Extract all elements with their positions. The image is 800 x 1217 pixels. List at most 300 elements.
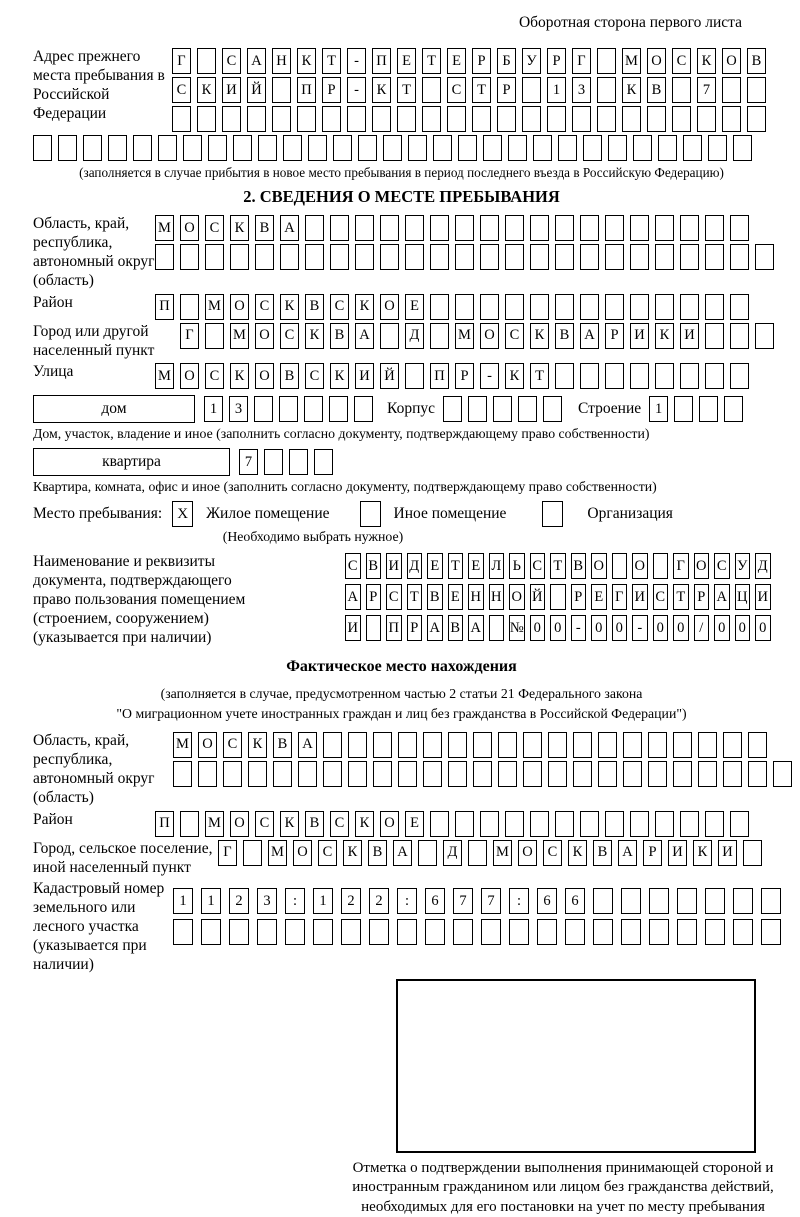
char-cell[interactable] xyxy=(655,244,674,270)
char-cell[interactable] xyxy=(723,761,742,787)
char-cell[interactable]: С xyxy=(330,811,349,837)
char-cell[interactable] xyxy=(509,919,529,945)
char-cell[interactable] xyxy=(705,215,724,241)
char-cell[interactable] xyxy=(555,244,574,270)
char-cell[interactable] xyxy=(201,919,221,945)
char-cell[interactable] xyxy=(508,135,527,161)
char-cell[interactable]: 3 xyxy=(257,888,277,914)
char-cell[interactable]: К xyxy=(280,294,299,320)
char-cell[interactable] xyxy=(730,323,749,349)
char-cell[interactable]: М xyxy=(230,323,249,349)
char-cell[interactable] xyxy=(747,77,766,103)
char-cell[interactable] xyxy=(373,732,392,758)
char-cell[interactable] xyxy=(497,106,516,132)
char-cell[interactable] xyxy=(698,732,717,758)
char-cell[interactable]: 3 xyxy=(229,396,248,422)
char-cell[interactable]: К xyxy=(530,323,549,349)
char-cell[interactable]: В xyxy=(330,323,349,349)
char-cell[interactable]: В xyxy=(747,48,766,74)
char-cell[interactable] xyxy=(304,396,323,422)
char-cell[interactable]: - xyxy=(571,615,587,641)
char-cell[interactable] xyxy=(305,215,324,241)
char-cell[interactable] xyxy=(397,919,417,945)
char-cell[interactable] xyxy=(548,732,567,758)
char-cell[interactable]: М xyxy=(622,48,641,74)
char-cell[interactable] xyxy=(472,106,491,132)
char-cell[interactable] xyxy=(530,811,549,837)
char-cell[interactable] xyxy=(273,761,292,787)
char-cell[interactable]: В xyxy=(280,363,299,389)
char-cell[interactable] xyxy=(673,761,692,787)
char-cell[interactable]: - xyxy=(632,615,648,641)
char-cell[interactable] xyxy=(673,732,692,758)
char-cell[interactable]: Н xyxy=(272,48,291,74)
char-cell[interactable]: К xyxy=(197,77,216,103)
char-cell[interactable]: С xyxy=(543,840,562,866)
char-cell[interactable]: / xyxy=(694,615,710,641)
char-cell[interactable]: Е xyxy=(397,48,416,74)
char-cell[interactable]: О xyxy=(255,323,274,349)
char-cell[interactable]: О xyxy=(293,840,312,866)
char-cell[interactable]: П xyxy=(372,48,391,74)
char-cell[interactable] xyxy=(473,761,492,787)
char-cell[interactable] xyxy=(647,106,666,132)
char-cell[interactable]: Р xyxy=(643,840,662,866)
char-cell[interactable] xyxy=(555,811,574,837)
char-cell[interactable]: И xyxy=(222,77,241,103)
char-cell[interactable] xyxy=(649,919,669,945)
char-cell[interactable]: Н xyxy=(468,584,484,610)
char-cell[interactable] xyxy=(630,811,649,837)
char-cell[interactable] xyxy=(648,761,667,787)
char-cell[interactable]: В xyxy=(593,840,612,866)
char-cell[interactable]: Т xyxy=(322,48,341,74)
char-cell[interactable] xyxy=(254,396,273,422)
char-cell[interactable] xyxy=(573,732,592,758)
char-cell[interactable]: 1 xyxy=(547,77,566,103)
char-cell[interactable]: Р xyxy=(547,48,566,74)
char-cell[interactable]: К xyxy=(693,840,712,866)
char-cell[interactable]: О xyxy=(480,323,499,349)
char-cell[interactable] xyxy=(347,106,366,132)
char-cell[interactable] xyxy=(630,363,649,389)
char-cell[interactable]: У xyxy=(522,48,541,74)
char-cell[interactable] xyxy=(605,244,624,270)
char-cell[interactable]: В xyxy=(305,811,324,837)
char-cell[interactable] xyxy=(483,135,502,161)
char-cell[interactable] xyxy=(550,584,566,610)
char-cell[interactable] xyxy=(313,919,333,945)
char-cell[interactable] xyxy=(655,215,674,241)
char-cell[interactable] xyxy=(530,294,549,320)
char-cell[interactable]: 0 xyxy=(550,615,566,641)
organization-checkbox[interactable] xyxy=(542,501,563,527)
char-cell[interactable] xyxy=(630,294,649,320)
char-cell[interactable]: К xyxy=(505,363,524,389)
char-cell[interactable]: Е xyxy=(405,811,424,837)
char-cell[interactable] xyxy=(183,135,202,161)
char-cell[interactable] xyxy=(198,761,217,787)
char-cell[interactable] xyxy=(408,135,427,161)
char-cell[interactable]: Й xyxy=(380,363,399,389)
char-cell[interactable]: К xyxy=(622,77,641,103)
char-cell[interactable]: 0 xyxy=(591,615,607,641)
char-cell[interactable] xyxy=(458,135,477,161)
char-cell[interactable] xyxy=(133,135,152,161)
char-cell[interactable]: Р xyxy=(407,615,423,641)
char-cell[interactable] xyxy=(383,135,402,161)
char-cell[interactable]: Р xyxy=(497,77,516,103)
char-cell[interactable]: К xyxy=(280,811,299,837)
char-cell[interactable]: С xyxy=(530,553,546,579)
char-cell[interactable]: 7 xyxy=(481,888,501,914)
char-cell[interactable] xyxy=(580,215,599,241)
char-cell[interactable] xyxy=(314,449,333,475)
char-cell[interactable] xyxy=(573,761,592,787)
char-cell[interactable] xyxy=(580,363,599,389)
char-cell[interactable]: С xyxy=(672,48,691,74)
char-cell[interactable] xyxy=(443,396,462,422)
char-cell[interactable]: И xyxy=(632,584,648,610)
char-cell[interactable] xyxy=(33,135,52,161)
char-cell[interactable] xyxy=(369,919,389,945)
char-cell[interactable] xyxy=(180,811,199,837)
char-cell[interactable] xyxy=(322,106,341,132)
char-cell[interactable] xyxy=(468,396,487,422)
char-cell[interactable]: У xyxy=(735,553,751,579)
char-cell[interactable] xyxy=(597,77,616,103)
char-cell[interactable] xyxy=(730,215,749,241)
char-cell[interactable]: М xyxy=(268,840,287,866)
char-cell[interactable] xyxy=(743,840,762,866)
char-cell[interactable]: Т xyxy=(472,77,491,103)
char-cell[interactable] xyxy=(705,363,724,389)
char-cell[interactable] xyxy=(748,761,767,787)
char-cell[interactable] xyxy=(341,919,361,945)
char-cell[interactable]: 7 xyxy=(697,77,716,103)
char-cell[interactable]: А xyxy=(345,584,361,610)
char-cell[interactable] xyxy=(430,323,449,349)
char-cell[interactable]: С xyxy=(280,323,299,349)
char-cell[interactable] xyxy=(722,106,741,132)
char-cell[interactable] xyxy=(197,106,216,132)
char-cell[interactable] xyxy=(583,135,602,161)
char-cell[interactable]: А xyxy=(427,615,443,641)
char-cell[interactable]: № xyxy=(509,615,525,641)
char-cell[interactable]: 6 xyxy=(425,888,445,914)
char-cell[interactable] xyxy=(522,106,541,132)
char-cell[interactable]: К xyxy=(355,811,374,837)
char-cell[interactable] xyxy=(672,77,691,103)
char-cell[interactable] xyxy=(505,811,524,837)
char-cell[interactable] xyxy=(683,135,702,161)
char-cell[interactable]: М xyxy=(155,215,174,241)
char-cell[interactable] xyxy=(297,106,316,132)
char-cell[interactable]: К xyxy=(230,215,249,241)
char-cell[interactable]: С xyxy=(653,584,669,610)
char-cell[interactable] xyxy=(755,323,774,349)
char-cell[interactable] xyxy=(422,106,441,132)
char-cell[interactable]: Г xyxy=(180,323,199,349)
char-cell[interactable] xyxy=(433,135,452,161)
char-cell[interactable]: К xyxy=(297,48,316,74)
char-cell[interactable]: О xyxy=(591,553,607,579)
char-cell[interactable]: : xyxy=(397,888,417,914)
char-cell[interactable] xyxy=(173,761,192,787)
char-cell[interactable] xyxy=(598,761,617,787)
char-cell[interactable]: 2 xyxy=(229,888,249,914)
char-cell[interactable]: Г xyxy=(612,584,628,610)
char-cell[interactable] xyxy=(283,135,302,161)
char-cell[interactable]: А xyxy=(298,732,317,758)
char-cell[interactable] xyxy=(348,732,367,758)
char-cell[interactable] xyxy=(480,294,499,320)
char-cell[interactable]: Г xyxy=(673,553,689,579)
char-cell[interactable] xyxy=(289,449,308,475)
char-cell[interactable] xyxy=(680,294,699,320)
char-cell[interactable] xyxy=(633,135,652,161)
char-cell[interactable] xyxy=(572,106,591,132)
char-cell[interactable]: 1 xyxy=(649,396,668,422)
char-cell[interactable]: М xyxy=(173,732,192,758)
char-cell[interactable] xyxy=(548,761,567,787)
char-cell[interactable] xyxy=(308,135,327,161)
char-cell[interactable] xyxy=(158,135,177,161)
char-cell[interactable] xyxy=(248,761,267,787)
char-cell[interactable] xyxy=(257,919,277,945)
char-cell[interactable]: К xyxy=(697,48,716,74)
char-cell[interactable]: 0 xyxy=(612,615,628,641)
char-cell[interactable]: 1 xyxy=(313,888,333,914)
char-cell[interactable] xyxy=(366,615,382,641)
char-cell[interactable] xyxy=(597,106,616,132)
char-cell[interactable]: И xyxy=(630,323,649,349)
char-cell[interactable]: Р xyxy=(571,584,587,610)
char-cell[interactable]: 2 xyxy=(341,888,361,914)
char-cell[interactable]: Д xyxy=(407,553,423,579)
char-cell[interactable] xyxy=(480,215,499,241)
char-cell[interactable] xyxy=(448,761,467,787)
char-cell[interactable] xyxy=(761,888,781,914)
char-cell[interactable] xyxy=(623,732,642,758)
char-cell[interactable]: 0 xyxy=(735,615,751,641)
char-cell[interactable] xyxy=(697,106,716,132)
other-premises-checkbox[interactable] xyxy=(360,501,381,527)
char-cell[interactable]: 0 xyxy=(530,615,546,641)
char-cell[interactable] xyxy=(730,244,749,270)
char-cell[interactable]: В xyxy=(427,584,443,610)
char-cell[interactable]: 0 xyxy=(714,615,730,641)
char-cell[interactable]: И xyxy=(668,840,687,866)
char-cell[interactable]: : xyxy=(285,888,305,914)
char-cell[interactable]: С xyxy=(255,294,274,320)
char-cell[interactable] xyxy=(677,888,697,914)
char-cell[interactable] xyxy=(423,761,442,787)
char-cell[interactable] xyxy=(723,732,742,758)
char-cell[interactable]: Е xyxy=(468,553,484,579)
char-cell[interactable] xyxy=(648,732,667,758)
char-cell[interactable] xyxy=(172,106,191,132)
char-cell[interactable] xyxy=(612,553,628,579)
char-cell[interactable]: 2 xyxy=(369,888,389,914)
char-cell[interactable]: К xyxy=(655,323,674,349)
char-cell[interactable] xyxy=(489,615,505,641)
char-cell[interactable] xyxy=(397,106,416,132)
char-cell[interactable] xyxy=(533,135,552,161)
char-cell[interactable] xyxy=(530,244,549,270)
char-cell[interactable] xyxy=(730,811,749,837)
char-cell[interactable] xyxy=(455,811,474,837)
char-cell[interactable] xyxy=(505,244,524,270)
char-cell[interactable]: И xyxy=(355,363,374,389)
char-cell[interactable] xyxy=(243,840,262,866)
char-cell[interactable]: Р xyxy=(694,584,710,610)
char-cell[interactable] xyxy=(255,244,274,270)
char-cell[interactable] xyxy=(547,106,566,132)
char-cell[interactable]: В xyxy=(368,840,387,866)
char-cell[interactable] xyxy=(598,732,617,758)
char-cell[interactable]: О xyxy=(180,363,199,389)
char-cell[interactable] xyxy=(208,135,227,161)
apartment-type-box[interactable]: квартира xyxy=(33,448,230,476)
char-cell[interactable] xyxy=(733,919,753,945)
char-cell[interactable] xyxy=(733,135,752,161)
char-cell[interactable] xyxy=(430,215,449,241)
char-cell[interactable] xyxy=(330,244,349,270)
char-cell[interactable]: Д xyxy=(405,323,424,349)
char-cell[interactable] xyxy=(761,919,781,945)
char-cell[interactable] xyxy=(705,919,725,945)
char-cell[interactable] xyxy=(298,761,317,787)
char-cell[interactable]: В xyxy=(448,615,464,641)
char-cell[interactable]: С xyxy=(172,77,191,103)
char-cell[interactable] xyxy=(405,244,424,270)
char-cell[interactable] xyxy=(230,244,249,270)
char-cell[interactable] xyxy=(455,244,474,270)
char-cell[interactable]: О xyxy=(230,294,249,320)
char-cell[interactable] xyxy=(747,106,766,132)
char-cell[interactable]: Т xyxy=(422,48,441,74)
char-cell[interactable]: Е xyxy=(405,294,424,320)
char-cell[interactable] xyxy=(333,135,352,161)
char-cell[interactable] xyxy=(505,215,524,241)
char-cell[interactable]: И xyxy=(755,584,771,610)
char-cell[interactable]: 0 xyxy=(653,615,669,641)
char-cell[interactable]: 6 xyxy=(565,888,585,914)
char-cell[interactable]: 7 xyxy=(453,888,473,914)
char-cell[interactable]: М xyxy=(493,840,512,866)
char-cell[interactable]: Е xyxy=(447,48,466,74)
char-cell[interactable]: В xyxy=(647,77,666,103)
char-cell[interactable] xyxy=(197,48,216,74)
char-cell[interactable] xyxy=(279,396,298,422)
char-cell[interactable] xyxy=(674,396,693,422)
char-cell[interactable]: Т xyxy=(530,363,549,389)
char-cell[interactable]: Д xyxy=(755,553,771,579)
char-cell[interactable]: С xyxy=(205,215,224,241)
char-cell[interactable]: - xyxy=(480,363,499,389)
char-cell[interactable]: Е xyxy=(591,584,607,610)
char-cell[interactable]: Б xyxy=(497,48,516,74)
char-cell[interactable] xyxy=(605,294,624,320)
char-cell[interactable] xyxy=(305,244,324,270)
char-cell[interactable]: - xyxy=(347,48,366,74)
char-cell[interactable]: О xyxy=(694,553,710,579)
char-cell[interactable]: О xyxy=(380,811,399,837)
char-cell[interactable]: 6 xyxy=(537,888,557,914)
char-cell[interactable]: Е xyxy=(427,553,443,579)
char-cell[interactable] xyxy=(405,363,424,389)
char-cell[interactable] xyxy=(730,363,749,389)
char-cell[interactable]: С xyxy=(223,732,242,758)
char-cell[interactable] xyxy=(518,396,537,422)
char-cell[interactable] xyxy=(680,215,699,241)
char-cell[interactable] xyxy=(329,396,348,422)
char-cell[interactable] xyxy=(285,919,305,945)
char-cell[interactable] xyxy=(83,135,102,161)
char-cell[interactable] xyxy=(155,244,174,270)
char-cell[interactable]: М xyxy=(205,294,224,320)
char-cell[interactable] xyxy=(498,761,517,787)
char-cell[interactable] xyxy=(430,244,449,270)
char-cell[interactable] xyxy=(180,294,199,320)
char-cell[interactable]: С xyxy=(330,294,349,320)
char-cell[interactable]: И xyxy=(718,840,737,866)
char-cell[interactable]: 0 xyxy=(673,615,689,641)
char-cell[interactable]: О xyxy=(632,553,648,579)
char-cell[interactable] xyxy=(655,294,674,320)
char-cell[interactable] xyxy=(537,919,557,945)
char-cell[interactable] xyxy=(523,732,542,758)
char-cell[interactable] xyxy=(655,811,674,837)
char-cell[interactable]: 7 xyxy=(239,449,258,475)
char-cell[interactable] xyxy=(272,106,291,132)
char-cell[interactable] xyxy=(222,106,241,132)
char-cell[interactable]: 0 xyxy=(755,615,771,641)
char-cell[interactable]: В xyxy=(571,553,587,579)
char-cell[interactable] xyxy=(580,294,599,320)
char-cell[interactable]: М xyxy=(155,363,174,389)
char-cell[interactable] xyxy=(205,323,224,349)
char-cell[interactable] xyxy=(649,888,669,914)
char-cell[interactable] xyxy=(498,732,517,758)
char-cell[interactable]: К xyxy=(568,840,587,866)
char-cell[interactable] xyxy=(430,811,449,837)
char-cell[interactable] xyxy=(680,363,699,389)
char-cell[interactable]: 1 xyxy=(173,888,193,914)
char-cell[interactable]: 3 xyxy=(572,77,591,103)
char-cell[interactable] xyxy=(705,294,724,320)
char-cell[interactable] xyxy=(493,396,512,422)
char-cell[interactable] xyxy=(233,135,252,161)
char-cell[interactable]: В xyxy=(273,732,292,758)
char-cell[interactable] xyxy=(223,761,242,787)
char-cell[interactable]: П xyxy=(297,77,316,103)
char-cell[interactable] xyxy=(705,323,724,349)
char-cell[interactable]: Н xyxy=(489,584,505,610)
char-cell[interactable] xyxy=(705,811,724,837)
char-cell[interactable]: П xyxy=(155,294,174,320)
char-cell[interactable] xyxy=(405,215,424,241)
char-cell[interactable]: Т xyxy=(673,584,689,610)
char-cell[interactable] xyxy=(558,135,577,161)
char-cell[interactable] xyxy=(543,396,562,422)
char-cell[interactable]: А xyxy=(618,840,637,866)
char-cell[interactable] xyxy=(555,363,574,389)
char-cell[interactable] xyxy=(555,215,574,241)
char-cell[interactable] xyxy=(605,363,624,389)
char-cell[interactable]: А xyxy=(393,840,412,866)
